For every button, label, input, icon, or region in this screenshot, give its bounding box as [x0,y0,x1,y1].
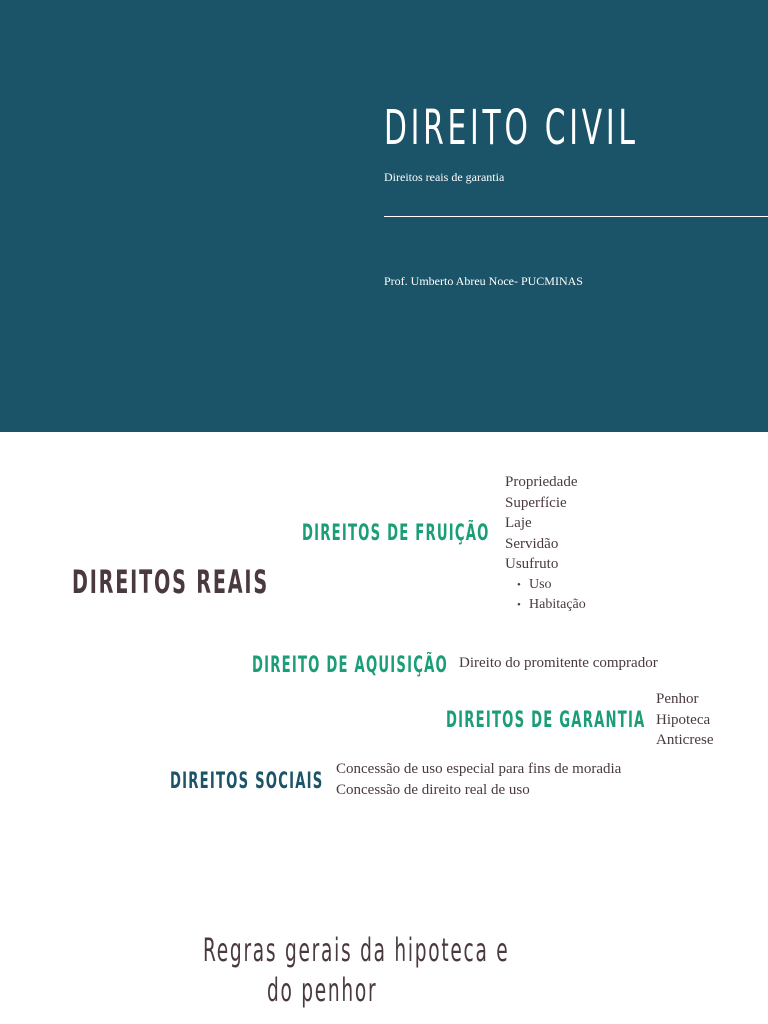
sublist-item: • Uso [517,575,586,596]
list-item: Concessão de direito real de uso [336,781,530,798]
cover-title: DIREITO CIVIL [384,100,639,156]
usufruto-sublist [505,575,586,616]
category-garantia-list [656,689,713,751]
category-sociais-list [336,759,621,800]
list-item: Hipoteca [656,711,711,728]
list-item: Usufruto [505,556,559,573]
cover-author: Prof. Umberto Abreu Noce- PUCMINAS [384,274,583,288]
list-item: Penhor [656,691,699,707]
list-item: Laje [505,515,532,532]
list-item: Anticrese [656,732,714,749]
sublist-item: • Habitação [517,595,586,616]
cover-subtitle: Direitos reais de garantia [384,170,505,184]
diagram-title: DIREITOS REAIS [72,563,269,601]
section-title-line1: Regras gerais da hipoteca e [202,931,510,969]
list-item: Direito do promitente comprador [459,655,658,671]
list-item: Concessão de uso especial para fins de moradia [336,761,622,777]
category-aquisicao-list [459,653,658,674]
list-item: Propriedade [505,474,578,490]
list-item: Superfície [505,494,567,511]
bullet-icon: • [517,578,521,591]
section-title-line2: do penhor [266,971,378,1009]
category-sociais-label: DIREITOS SOCIAIS [170,769,324,794]
category-fruicao-list [505,472,586,616]
category-garantia-label: DIREITOS DE GARANTIA [446,708,646,733]
list-item: Servidão [505,535,559,552]
cover-divider [384,216,768,217]
category-aquisicao-label: DIREITO DE AQUISIÇÃO [252,653,448,678]
bullet-icon: • [517,599,521,612]
category-fruicao-label: DIREITOS DE FRUIÇÃO [302,521,490,546]
cover-slide [0,0,768,432]
section-title [92,930,552,1010]
